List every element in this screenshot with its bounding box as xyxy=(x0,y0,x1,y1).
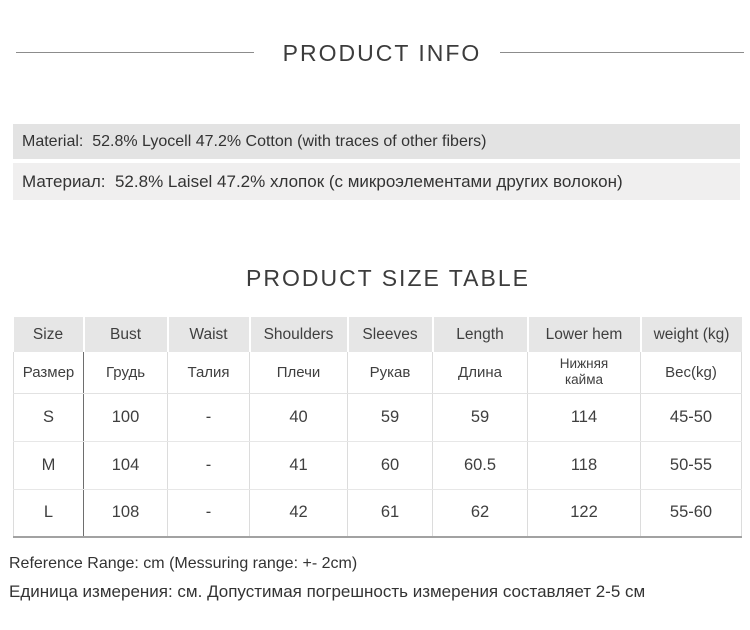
cell-waist: - xyxy=(168,489,250,537)
reference-range-note-en: Reference Range: cm (Messuring range: +- 2cm) xyxy=(9,555,358,572)
cell-sleeves: 60 xyxy=(348,441,433,489)
cell-weight: 55-60 xyxy=(641,489,742,537)
col-header-waist: Waist xyxy=(168,317,250,352)
cell-sleeves: 61 xyxy=(348,489,433,537)
size-row-l xyxy=(14,489,742,537)
cell-waist: - xyxy=(168,393,250,441)
cell-size: S xyxy=(14,393,84,441)
col-header-sleeves: Sleeves xyxy=(348,317,433,352)
cell-shoulders: 42 xyxy=(250,489,348,537)
col-header-lower-hem: Lower hem xyxy=(528,317,641,352)
cell-lower-hem: 118 xyxy=(528,441,641,489)
col-header-bust: Bust xyxy=(84,317,168,352)
col-header-sleeves-ru: Рукав xyxy=(348,352,433,393)
cell-shoulders: 40 xyxy=(250,393,348,441)
cell-bust: 104 xyxy=(84,441,168,489)
size-table-title: PRODUCT SIZE TABLE xyxy=(246,265,530,291)
material-row-en: Material: 52.8% Lyocell 47.2% Cotton (with traces of other fibers) xyxy=(13,124,740,159)
cell-shoulders: 41 xyxy=(250,441,348,489)
cell-bust: 100 xyxy=(84,393,168,441)
cell-lower-hem: 114 xyxy=(528,393,641,441)
material-row-ru: Материал: 52.8% Laisel 47.2% хлопок (с микроэлементами других волокон) xyxy=(13,163,740,200)
size-table xyxy=(13,317,742,538)
cell-weight: 45-50 xyxy=(641,393,742,441)
size-table-header-row-en xyxy=(14,317,742,352)
col-header-lower-hem-ru xyxy=(528,352,641,393)
cell-length: 60.5 xyxy=(433,441,528,489)
col-header-bust-ru: Грудь xyxy=(84,352,168,393)
cell-size: L xyxy=(14,489,84,537)
lower-hem-ru-label: Нижняя кайма xyxy=(559,356,609,388)
col-header-weight-ru: Вес(kg) xyxy=(641,352,742,393)
cell-bust: 108 xyxy=(84,489,168,537)
product-info-title: PRODUCT INFO xyxy=(282,40,482,66)
cell-sleeves: 59 xyxy=(348,393,433,441)
col-header-waist-ru: Талия xyxy=(168,352,250,393)
cell-weight: 50-55 xyxy=(641,441,742,489)
col-header-length-ru: Длина xyxy=(433,352,528,393)
cell-length: 62 xyxy=(433,489,528,537)
cell-length: 59 xyxy=(433,393,528,441)
size-row-s xyxy=(14,393,742,441)
cell-waist: - xyxy=(168,441,250,489)
cell-size: M xyxy=(14,441,84,489)
cell-lower-hem: 122 xyxy=(528,489,641,537)
size-table-header-row-ru xyxy=(14,352,742,393)
col-header-shoulders-ru: Плечи xyxy=(250,352,348,393)
size-row-m xyxy=(14,441,742,489)
col-header-size-ru: Размер xyxy=(14,352,84,393)
col-header-weight: weight (kg) xyxy=(641,317,742,352)
col-header-size: Size xyxy=(14,317,84,352)
reference-range-note-ru: Единица измерения: см. Допустимая погрешность измерения составляет 2-5 см xyxy=(9,582,646,601)
col-header-shoulders: Shoulders xyxy=(250,317,348,352)
col-header-length: Length xyxy=(433,317,528,352)
